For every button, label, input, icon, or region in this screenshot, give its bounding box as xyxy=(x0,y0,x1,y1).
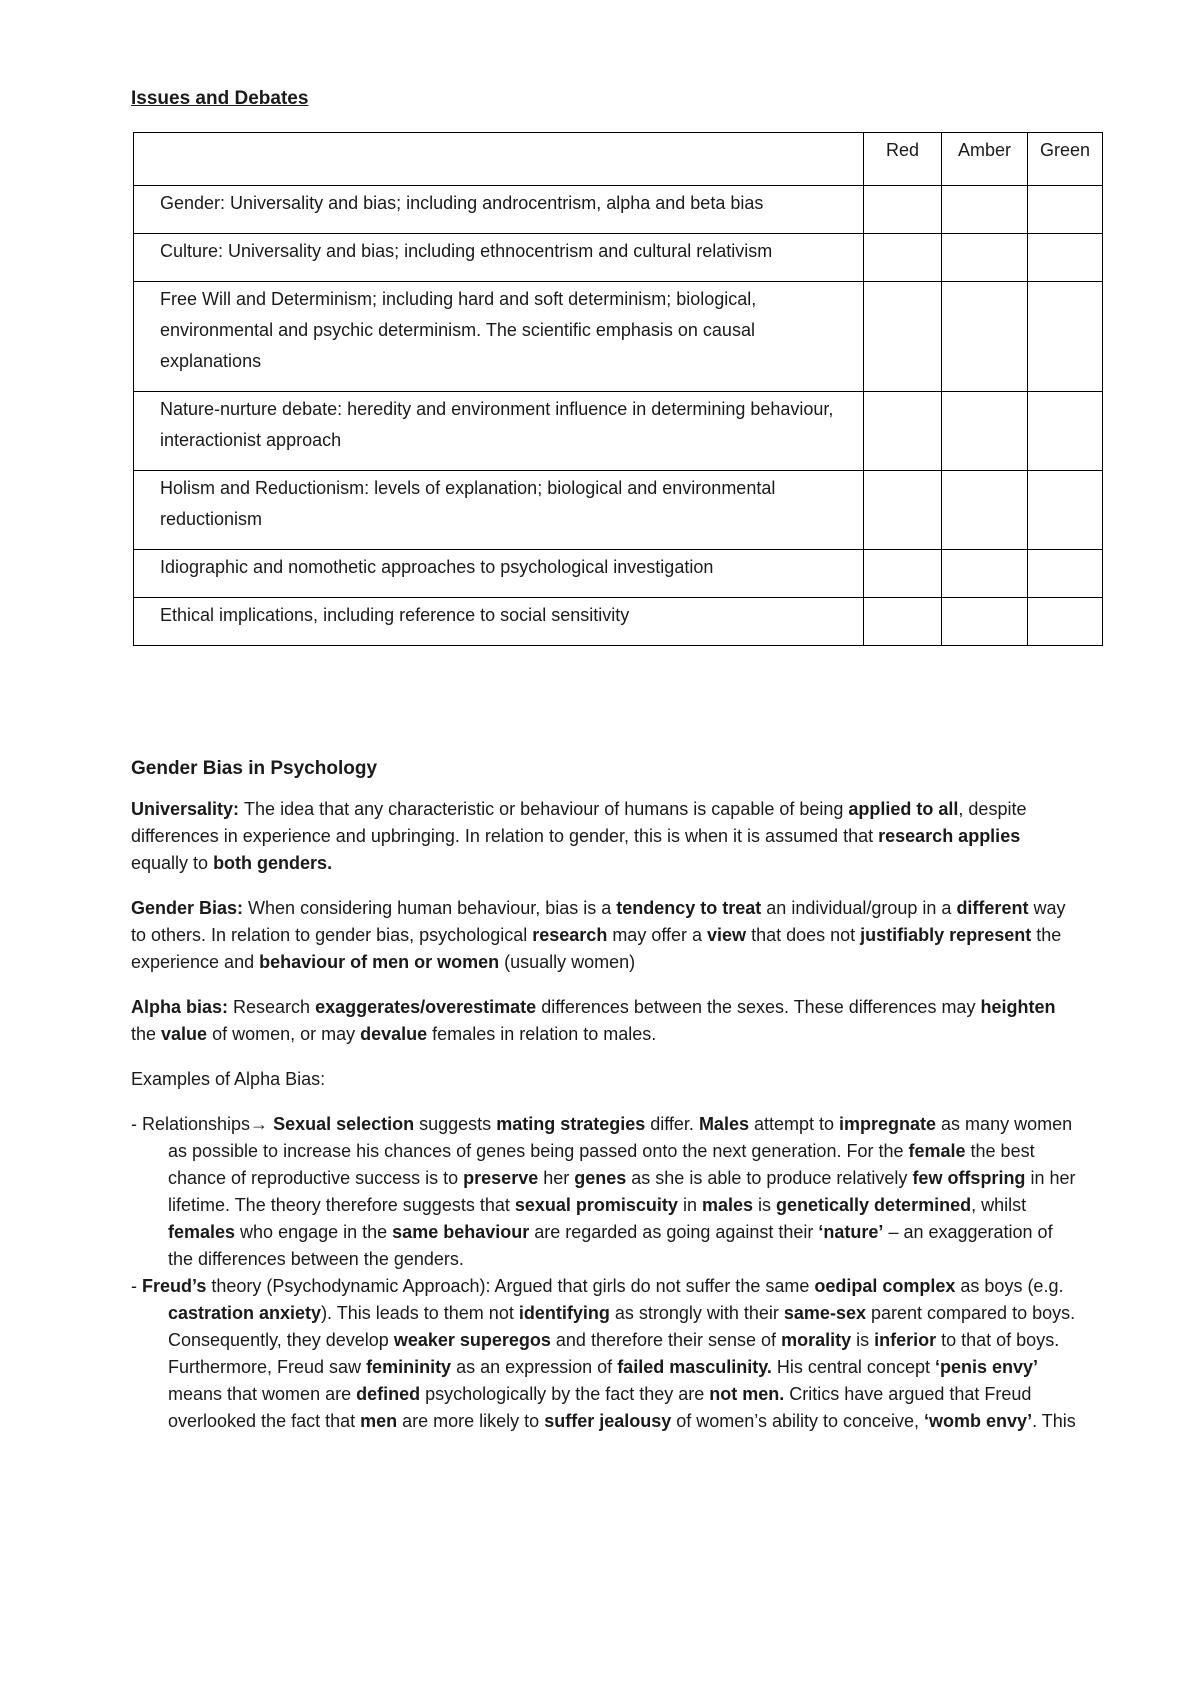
bold-term: applied to all xyxy=(848,799,959,819)
red-checkbox-cell[interactable] xyxy=(864,186,942,234)
table-header-row xyxy=(134,133,1103,186)
topic-cell: Free Will and Determinism; including hard and soft determinism; biological, environmental and psychic determinism. The scientific emphasis on causal explanations xyxy=(134,282,864,392)
topic-cell: Ethical implications, including reference to social sensitivity xyxy=(134,598,864,646)
bold-term: Freud’s xyxy=(142,1276,207,1296)
bold-term: men xyxy=(360,1411,398,1431)
gender-bias-paragraph: Gender Bias: When considering human behaviour, bias is a tendency to treat an individual/group in a different way to others. In relation to gender bias, psychological research may offer a view that does not justifiably represent the experience and behaviour of men or women (usually women) xyxy=(131,898,1066,972)
bold-term: morality xyxy=(781,1330,852,1350)
green-checkbox-cell[interactable] xyxy=(1028,550,1103,598)
green-checkbox-cell[interactable] xyxy=(1028,282,1103,392)
amber-checkbox-cell[interactable] xyxy=(942,550,1028,598)
bold-term: preserve xyxy=(463,1168,539,1188)
bold-term: sexual promiscuity xyxy=(514,1195,678,1215)
bold-term: ‘penis envy’ xyxy=(934,1357,1039,1377)
bold-term: not men. xyxy=(709,1384,785,1404)
topic-cell: Culture: Universality and bias; including ethnocentrism and cultural relativism xyxy=(134,234,864,282)
universality-paragraph: Universality: The idea that any characteristic or behaviour of humans is capable of being applied to all, despite differences in experience and upbringing. In relation to gender, this is when it is assumed that research applies equally to both genders. xyxy=(131,799,1027,873)
bold-term: devalue xyxy=(360,1024,428,1044)
topic-cell: Holism and Reductionism: levels of explanation; biological and environmental reductionism xyxy=(134,471,864,550)
bold-term: Males xyxy=(698,1114,749,1134)
bold-term: genetically determined xyxy=(776,1195,972,1215)
amber-checkbox-cell[interactable] xyxy=(942,234,1028,282)
bold-term: female xyxy=(908,1141,966,1161)
bold-term: Alpha bias: xyxy=(131,997,234,1017)
bold-term: Gender Bias: xyxy=(131,898,249,918)
bold-term: Universality: xyxy=(131,799,245,819)
bold-term: Sexual selection xyxy=(273,1114,415,1134)
red-checkbox-cell[interactable] xyxy=(864,598,942,646)
bold-term: few offspring xyxy=(912,1168,1026,1188)
bold-term: mating strategies xyxy=(496,1114,646,1134)
table-row xyxy=(134,550,1103,598)
bold-term: failed masculinity. xyxy=(617,1357,772,1377)
green-checkbox-cell[interactable] xyxy=(1028,186,1103,234)
bold-term: view xyxy=(707,925,747,945)
bold-term: both genders. xyxy=(213,853,333,873)
bold-term: femininity xyxy=(366,1357,452,1377)
bold-term: oedipal complex xyxy=(814,1276,956,1296)
topic-cell: Idiographic and nomothetic approaches to psychological investigation xyxy=(134,550,864,598)
examples-list xyxy=(131,1111,1081,1435)
table-row xyxy=(134,282,1103,392)
table-row xyxy=(134,471,1103,550)
table-row xyxy=(134,234,1103,282)
header-green: Green xyxy=(1028,133,1103,186)
green-checkbox-cell[interactable] xyxy=(1028,234,1103,282)
header-amber: Amber xyxy=(942,133,1028,186)
bold-term: behaviour of men or women xyxy=(259,952,500,972)
bold-term: weaker superegos xyxy=(393,1330,551,1350)
list-item: - Relationships→ Sexual selection suggests mating strategies differ. Males attempt to impregnate as many women as possible to increase his chances of genes being passed onto the next generation. For the female the best chance of reproductive success is to preserve her genes as she is able to produce relatively few offspring in her lifetime. The theory therefore suggests that sexual promiscuity in males is genetically determined, whilst females who engage in the same behaviour are regarded as going against their ‘nature’ – an exaggeration of the differences between the genders. xyxy=(131,1114,1076,1269)
green-checkbox-cell[interactable] xyxy=(1028,471,1103,550)
bold-term: genes xyxy=(574,1168,627,1188)
rag-checklist-table xyxy=(133,132,1103,646)
bold-term: ‘nature’ xyxy=(818,1222,884,1242)
amber-checkbox-cell[interactable] xyxy=(942,392,1028,471)
amber-checkbox-cell[interactable] xyxy=(942,186,1028,234)
bold-term: castration anxiety xyxy=(168,1303,322,1323)
green-checkbox-cell[interactable] xyxy=(1028,598,1103,646)
examples-label: Examples of Alpha Bias: xyxy=(131,1069,326,1089)
header-red: Red xyxy=(864,133,942,186)
bold-term: ‘womb envy’ xyxy=(924,1411,1033,1431)
red-checkbox-cell[interactable] xyxy=(864,282,942,392)
amber-checkbox-cell[interactable] xyxy=(942,282,1028,392)
bold-term: females xyxy=(168,1222,236,1242)
bold-term: inferior xyxy=(874,1330,937,1350)
list-item: - Freud’s theory (Psychodynamic Approach): Argued that girls do not suffer the same oedipal complex as boys (e.g. castration anxiety). This leads to them not identifying as strongly with their same-sex parent compared to boys. Consequently, they develop weaker superegos and therefore their sense of morality is inferior to that of boys. Furthermore, Freud saw femininity as an expression of failed masculinity. His central concept ‘penis envy’ means that women are defined psychologically by the fact they are not men. Critics have argued that Freud overlooked the fact that men are more likely to suffer jealousy of women’s ability to conceive, ‘womb envy’. This xyxy=(131,1276,1076,1431)
bold-term: identifying xyxy=(518,1303,610,1323)
bold-term: males xyxy=(701,1195,753,1215)
bold-term: defined xyxy=(356,1384,421,1404)
bold-term: value xyxy=(161,1024,208,1044)
bold-term: heighten xyxy=(980,997,1056,1017)
red-checkbox-cell[interactable] xyxy=(864,392,942,471)
bold-term: exaggerates/overestimate xyxy=(315,997,537,1017)
alpha-bias-paragraph: Alpha bias: Research exaggerates/overestimate differences between the sexes. These differences may heighten the value of women, or may devalue females in relation to males. xyxy=(131,997,1056,1044)
bold-term: tendency to treat xyxy=(616,898,762,918)
topic-cell: Gender: Universality and bias; including androcentrism, alpha and beta bias xyxy=(134,186,864,234)
bold-term: impregnate xyxy=(839,1114,937,1134)
bold-term: same behaviour xyxy=(392,1222,530,1242)
document-title: Issues and Debates xyxy=(131,88,309,109)
empty-header-cell xyxy=(134,133,864,186)
gender-bias-section xyxy=(131,755,1081,1435)
topic-cell: Nature-nurture debate: heredity and environment influence in determining behaviour, interactionist approach xyxy=(134,392,864,471)
table-row xyxy=(134,598,1103,646)
bold-term: same-sex xyxy=(783,1303,866,1323)
bold-term: different xyxy=(956,898,1029,918)
bold-term: research applies xyxy=(878,826,1021,846)
green-checkbox-cell[interactable] xyxy=(1028,392,1103,471)
table-row xyxy=(134,392,1103,471)
amber-checkbox-cell[interactable] xyxy=(942,471,1028,550)
bold-term: research xyxy=(532,925,608,945)
red-checkbox-cell[interactable] xyxy=(864,471,942,550)
amber-checkbox-cell[interactable] xyxy=(942,598,1028,646)
red-checkbox-cell[interactable] xyxy=(864,234,942,282)
table-row xyxy=(134,186,1103,234)
red-checkbox-cell[interactable] xyxy=(864,550,942,598)
bold-term: suffer jealousy xyxy=(544,1411,672,1431)
section-heading: Gender Bias in Psychology xyxy=(131,758,378,779)
bold-term: justifiably represent xyxy=(860,925,1032,945)
